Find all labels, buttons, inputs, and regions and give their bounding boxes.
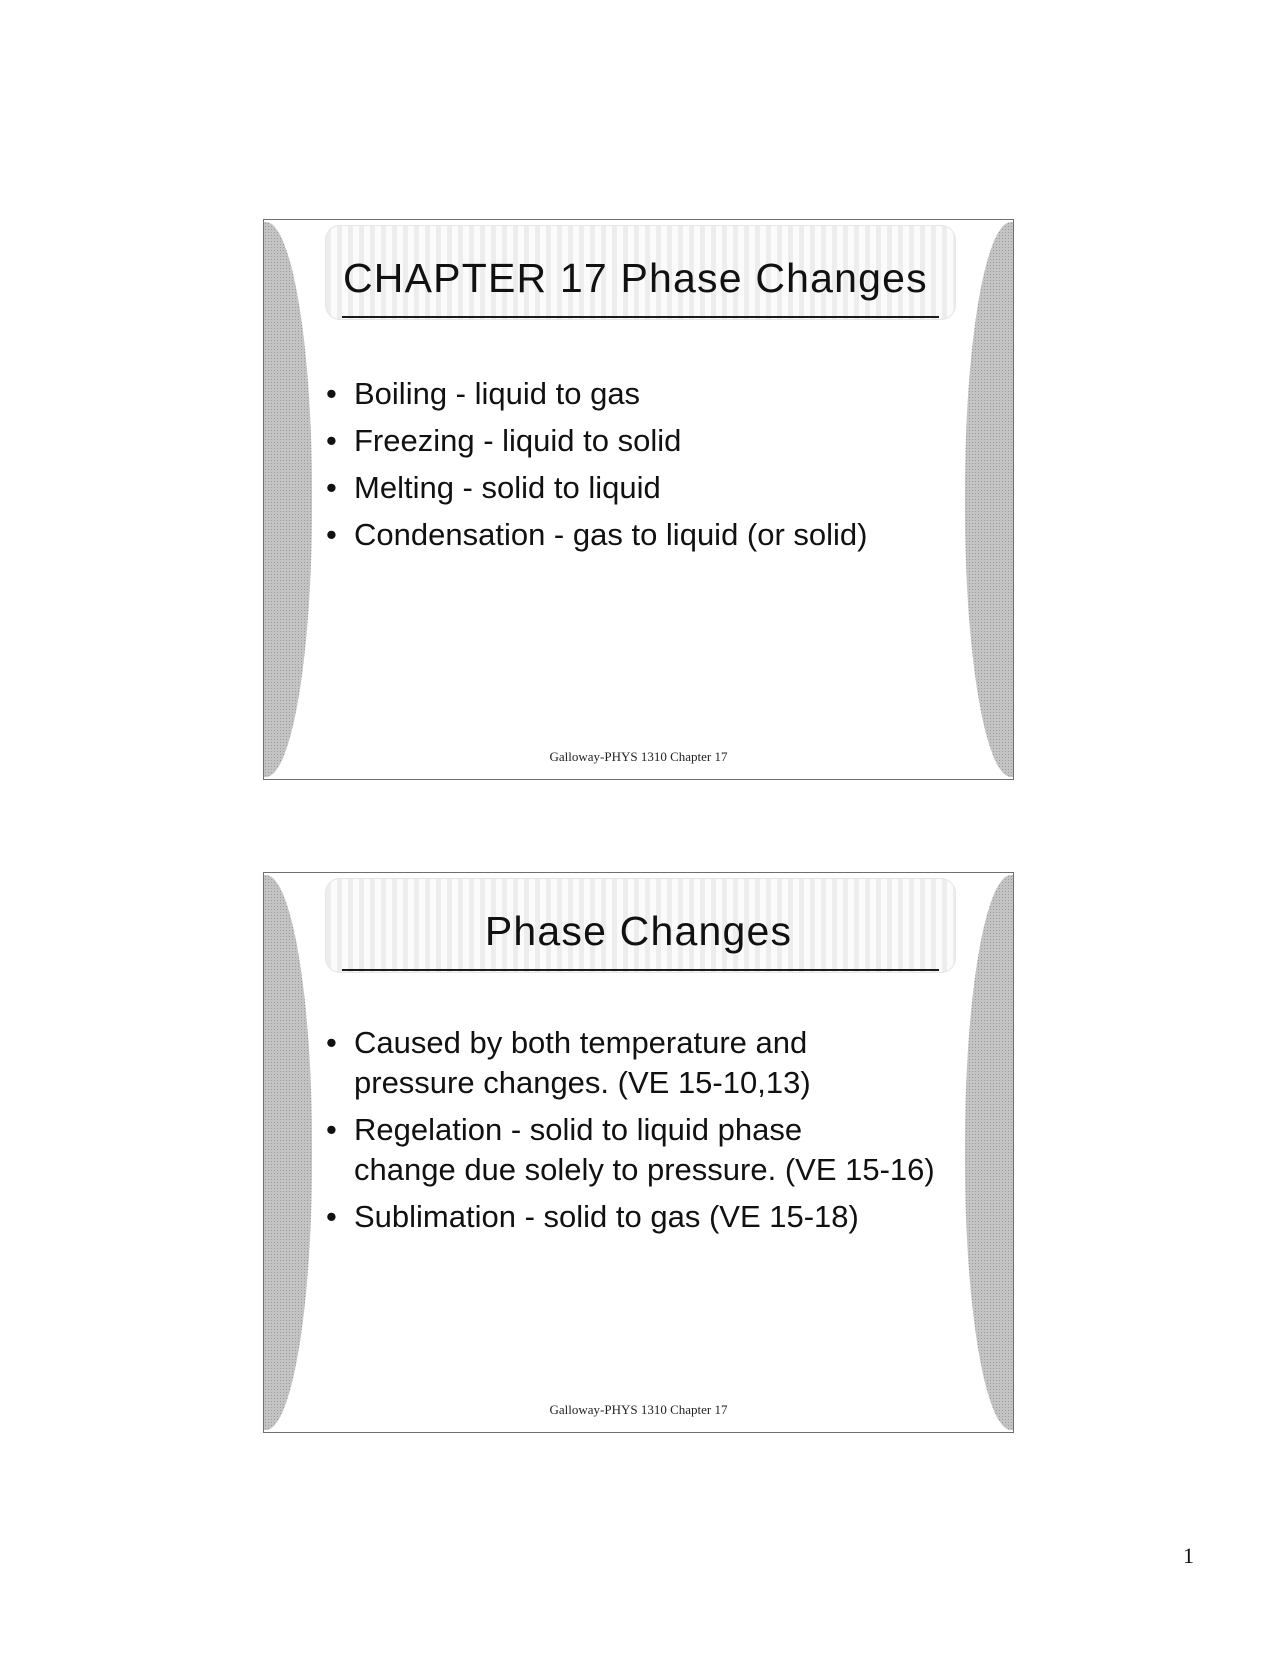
bullet-item: • Regelation - solid to liquid phase change due solely to pressure. (VE 15-16) (326, 1112, 935, 1187)
slide-1 (263, 219, 1014, 780)
bullet-list (326, 370, 966, 558)
bullet-icon: • (326, 1199, 337, 1234)
slide-title: CHAPTER 17 Phase Changes (343, 255, 928, 301)
bullet-list (326, 1023, 966, 1244)
bullet-icon: • (326, 376, 337, 411)
slide-footer: Galloway-PHYS 1310 Chapter 17 (549, 749, 728, 764)
bullet-icon: • (326, 1025, 337, 1060)
slide-title: Phase Changes (484, 908, 793, 954)
left-decorative-band (264, 875, 312, 1430)
left-decorative-band (264, 222, 312, 777)
bullet-item: • Caused by both temperature and pressure changes. (VE 15-10,13) (326, 1025, 811, 1100)
page-number: 1 (1183, 1543, 1194, 1568)
right-decorative-band (965, 875, 1013, 1430)
bullet-icon: • (326, 1112, 337, 1147)
title-underline (342, 969, 939, 971)
slide-2 (263, 872, 1014, 1433)
bullet-item: • Freezing - liquid to solid (326, 417, 966, 464)
bullet-icon: • (326, 470, 337, 505)
right-decorative-band (965, 222, 1013, 777)
bullet-item: • Condensation - gas to liquid (or solid) (326, 511, 966, 558)
bullet-item: • Boiling - liquid to gas (326, 370, 966, 417)
bullet-item: • Melting - solid to liquid (326, 464, 966, 511)
bullet-icon: • (326, 423, 337, 458)
bullet-item: • Sublimation - solid to gas (VE 15-18) (326, 1197, 966, 1237)
bullet-icon: • (326, 517, 337, 552)
title-underline (342, 316, 939, 318)
slide-footer: Galloway-PHYS 1310 Chapter 17 (549, 1402, 728, 1417)
